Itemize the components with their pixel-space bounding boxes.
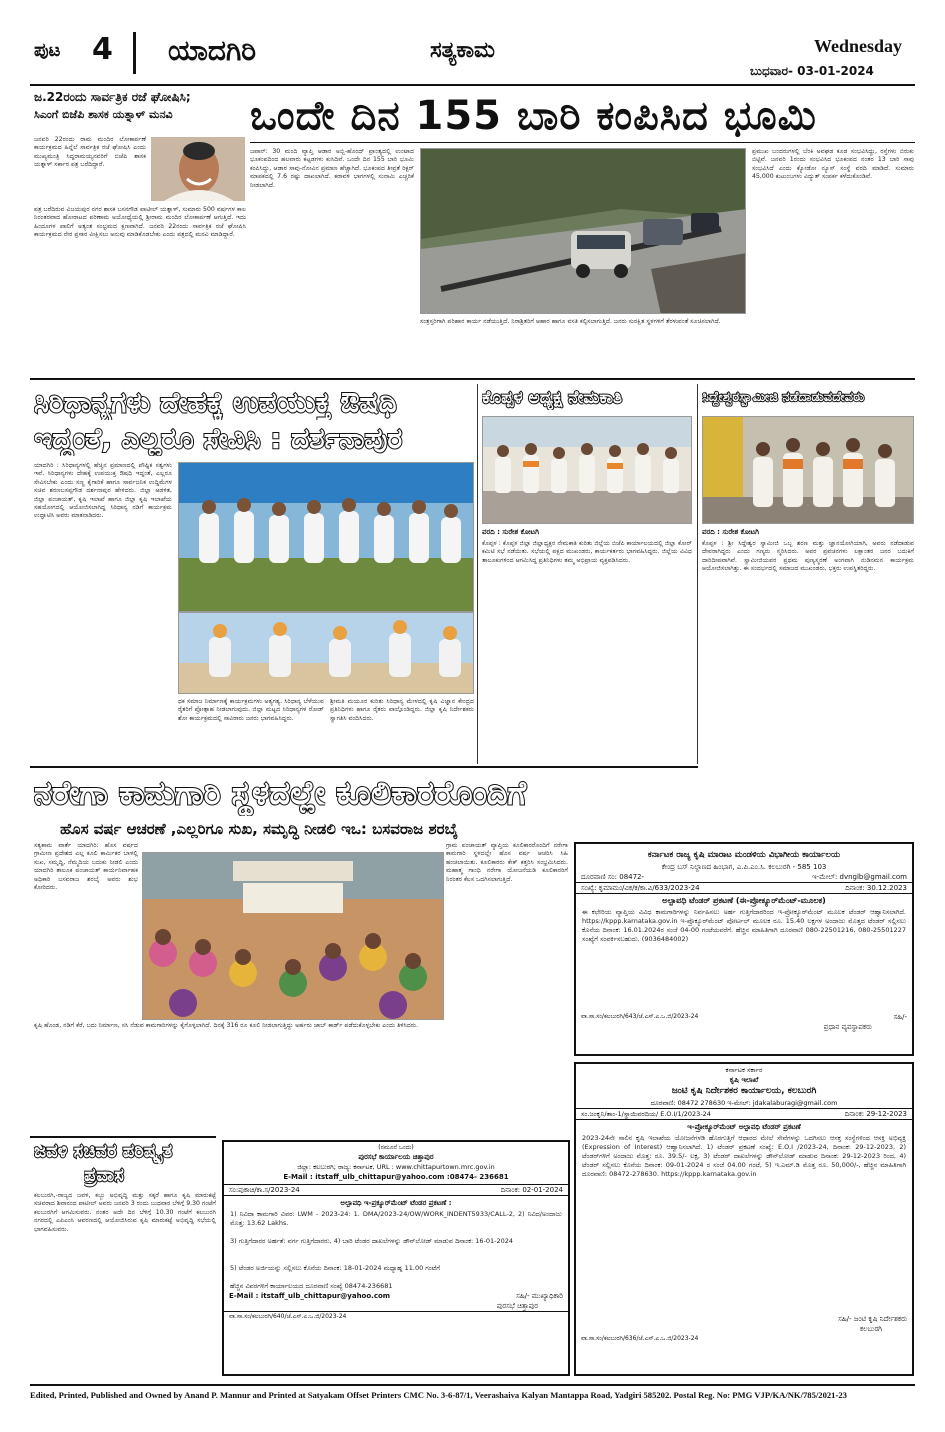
- brief-body: ಪತ್ರ ಬರೆದಿರುವ ವಿಜಯಪುರ ನಗರ ಶಾಸಕ ಬಸನಗೌಡ ಪಾಟೀಲ್ ಯತ್ನಾಳ್, ಸುಮಾರು 500 ವರ್ಷಗಳ ಕಾಲ ನಿರಂತರವಾದ ಹೋರಾಟದ ಪರಿಣಾಮ ಅಯೋಧ್ಯೆಯಲ್ಲಿ ಶ್ರೀರಾಮ ಮಂದಿರ ಲೋಕಾರ್ಪಣೆ ಆಗುತ್ತಿದೆ. ಇದು ಹಿಂದೂಗಳ ಪಾಲಿಗೆ ಅತ್ಯಂತ ಸಂಭ್ರಮದ ಕ್ಷಣವಾಗಿದೆ. ಜನವರಿ 22ರಂದು ಸಾರ್ವತ್ರಿಕ ರಜೆ ಘೋಷಿಸಿ ಕಾರ್ಯಕ್ರಮದ ನೇರ ಪ್ರಸಾರ ವೀಕ್ಷಿಸಲು ಅನುವು ಮಾಡಿಕೊಡಬೇಕು ಎಂದು ಪತ್ರದಲ್ಲಿ ಮನವಿ ಮಾಡಿದ್ದಾರೆ.: [34, 206, 246, 239]
- brief-lead: ಜನವರಿ 22ರಂದು ರಾಮ ಮಂದಿರ ಲೋಕಾರ್ಪಣೆ ಕಾರ್ಯಕ್ರಮದ ಹಿನ್ನೆಲೆ ಸಾರ್ವತ್ರಿಕ ರಜೆ ಘೋಷಿಸಿ ಎಂದು ಮುಖ್ಯಮಂತ್ರಿ ಸಿದ್ದರಾಮಯ್ಯನವರಿಗೆ ಬಿಜೆಪಿ ಶಾಸಕ ಯತ್ನಾಳ್ ಸರ್ಕಾರ ಪತ್ರ ಬರೆದಿದ್ದಾರೆ.: [34, 136, 146, 169]
- siridhanya-headline-2: ಇದ್ದಂತೆ, ಎಲ್ಲರೂ ಸೇವಿಸಿ : ದರ್ಶನಾಪುರ: [34, 422, 403, 455]
- quake-rule: [250, 142, 915, 143]
- koppal-photo: [482, 416, 692, 524]
- apmc-ref-row: [576, 882, 912, 894]
- siridhanya-headline-1: ಸಿರಿಧಾನ್ಯಗಳು ದೇಹಕ್ಕೆ ಉಪಯುಕ್ತ ಔಷಧಿ: [34, 386, 397, 419]
- siddeshwara-body: ಕೊಪ್ಪಳ : ಶ್ರೀ ಸಿದ್ದೇಶ್ವರ ಸ್ವಾಮೀಜಿ ಒಬ್ಬ ಶರಣ ಮತ್ತು ಜ್ಞಾನಯೋಗಿಯಾಗಿ, ಅವರು ನಡೆದಾಡುವ ದೇವರಾಗಿದ್ದರು ಎಂದು ಗಣ್ಯರು ಸ್ಮರಿಸಿದರು. ಅವರ ಪ್ರವಚನಗಳು ಲಕ್ಷಾಂತರ ಜನರ ಬದುಕಿಗೆ ದಾರಿದೀಪವಾಗಿವೆ. ಸ್ವಾಮೀಜಿಯವರ ಪ್ರಥಮ ಪುಣ್ಯಸ್ಮರಣೆ ಅಂಗವಾಗಿ ನುಡಿನಮನ ಕಾರ್ಯಕ್ರಮ ಆಯೋಜಿಸಲಾಗಿತ್ತು. ಈ ಸಂದರ್ಭದಲ್ಲಿ ಸಮಾಜದ ಮುಖಂಡರು, ಭಕ್ತರು ಉಪಸ್ಥಿತರಿದ್ದರು.: [702, 540, 914, 573]
- page-label: ಪುಟ: [34, 40, 61, 61]
- siddeshwara-photo: [702, 416, 914, 524]
- apmc-foot: ವಾ.ಸಾ.ಸಂ/ಕಲಬುರಗಿ/643/ಜೆ.ಎಸ್.ಎ.ಒ.ಜಿ/2023-24: [581, 1013, 699, 1020]
- apmc-body: ಈ ಕಛೇರಿಯ ವ್ಯಾಪ್ತಿಯ ವಿವಿಧ ಕಾಮಗಾರಿಗಳನ್ನು ನಿರ್ವಹಿಸಲು ಅರ್ಹ ಗುತ್ತಿಗೆದಾರರಿಂದ ಇ-ಪ್ರೋಕ್ಯೂರ್‌ಮೆಂಟ್ ಮೂಲಕ ಟೆಂಡರ್ ಆಹ್ವಾನಿಸಲಾಗಿದೆ. https://kppp.karnataka.gov.in ಇ-ಪ್ರೊಕ್ಯೂರ್‌ಮೆಂಟ್ ಪೋರ್ಟಲ್ ಮೂಲಕ ರೂ. 15.40 ಲಕ್ಷಗಳ ಅಂದಾಜು ಮೊತ್ತದ ಟೆಂಡರ್ ಸಲ್ಲಿಸಲು ಕೊನೆಯ ದಿನಾಂಕ: 16.01.2024ರ ಸಂಜೆ 04-00 ಗಂಟೆಯವರೆಗೆ. ಹೆಚ್ಚಿನ ಮಾಹಿತಿಗಾಗಿ ದೂರವಾಣಿ 080-22501216, 080-25501227 ಸಂಖ್ಯೆಗೆ ಸಂಪರ್ಕಿಸಬಹುದು. (9036484002): [582, 908, 906, 943]
- chittapur-date: ದಿನಾಂಕ: 02-01-2024: [500, 1186, 563, 1194]
- quake-photo: [420, 148, 746, 314]
- agri-title: ಇ-ಪ್ರೋಕ್ಯೂರ್‌ಮೆಂಟ್ ಅಲ್ಪಾವಧಿ ಟೆಂಡರ್ ಪ್ರಕಟಣೆ: [687, 1123, 801, 1131]
- agri-office: ಜಂಟಿ ಕೃಷಿ ನಿರ್ದೇಶಕರ ಕಾರ್ಯಾಲಯ, ಕಲಬುರಗಿ: [671, 1086, 817, 1096]
- chittapur-sign-1: ಸಹಿ/- ಮುಖ್ಯಾಧಿಕಾರಿ: [516, 1292, 563, 1300]
- brief-headline-1: ಜ.22ರಂದು ಸಾರ್ವತ್ರಿಕ ರಜೆ ಘೋಷಿಸಿ;: [34, 90, 191, 104]
- agri-body: 2023-24ನೇ ಸಾಲಿನ ಕೃಷಿ ಇಲಾಖೆಯ ಯೋಜನೆಗಳಡಿ ಹೊರಗುತ್ತಿಗೆ ಆಧಾರದ ಮೇಲೆ ಸೇವೆಗಳನ್ನು ಒದಗಿಸಲು ಆಸಕ್ತ ಸಂಸ್ಥೆಗಳಿಂದ ಆಸಕ್ತಿ ಅಭಿವ್ಯಕ್ತಿ (Expression of Interest) ಆಹ್ವಾನಿಸಲಾಗಿದೆ. 1) ಟೆಂಡರ್ ಪ್ರಕಟಣೆ ಸಂಖ್ಯೆ: E.O.I /2023-24, ದಿನಾಂಕ: 29-12-2023, 2) ಟೆಂಡರ್‌ಗಳಿಗೆ ಅಂದಾಜು ಮೊತ್ತ: ರೂ. 39.5/- ಲಕ್ಷ, 3) ಟೆಂಡರ್ ದಾಖಲೆಗಳನ್ನು ಡೌನ್‌ಲೋಡ್ ಮಾಡುವ ದಿನಾಂಕ: 29-12-2023 ರಿಂದ, 4) ಟೆಂಡರ್ ಸಲ್ಲಿಸಲು ಕೊನೆಯ ದಿನಾಂಕ: 09-01-2024 ರ ಸಂಜೆ 04.00 ಗಂಟೆ, 5) ಇ.ಎಮ್.ಡಿ ಮೊತ್ತ ರೂ. 50,000/-, ಹೆಚ್ಚಿನ ಮಾಹಿತಿಗಾಗಿ ದೂರವಾಣಿ: 08472-278630. https://kppp.karnataka.gov.in: [582, 1134, 906, 1178]
- chittapur-line-1: 1) ನಿವಿದಾ ಕಾಮಗಾರಿ ವಿವರ: LWM - 2023-24: 1. DMA/2023-24/OW/WORK_INDENT5933/CALL-2, 2) ನಿವಿದ/ಅಂದಾಜು ಮೊತ್ತ: 13.62 Lakhs.: [230, 1210, 562, 1227]
- apmc-contact: [576, 872, 912, 882]
- siridhanya-photo-2: [178, 612, 474, 694]
- masthead-rule: [30, 84, 915, 86]
- apmc-email: ಇ-ಮೇಲ್: dvnglb@gmail.com: [812, 873, 907, 881]
- narega-body-2: ಗ್ರಾಮ ಪಂಚಾಯತ್ ವ್ಯಾಪ್ತಿಯ ಕೂಲಿಕಾರರೊಂದಿಗೆ ನರೇಗಾ ಕಾಮಗಾರಿ ಸ್ಥಳದಲ್ಲೇ ಹೊಸ ವರ್ಷ ಆಚರಿಸಿ ಸಿಹಿ ಹಂಚಲಾಯಿತು. ಕೂಲಿಕಾರರು ಕೇಕ್ ಕತ್ತರಿಸಿ ಸಂಭ್ರಮಿಸಿದರು. ಮಹಾತ್ಮ ಗಾಂಧಿ ನರೇಗಾ ಯೋಜನೆಯಡಿ ಕೂಲಿಕಾರರಿಗೆ ನಿರಂತರ ಕೆಲಸ ಒದಗಿಸಲಾಗುತ್ತಿದೆ.: [446, 842, 568, 883]
- apmc-sign-2: ಪ್ರಧಾನ ವ್ಯವಸ್ಥಾಪಕರು: [823, 1023, 872, 1031]
- paper-name: ಸತ್ಯಕಾಮ: [430, 38, 495, 63]
- apmc-phone: ದೂರವಾಣಿ ಸಂ: 08472-: [581, 873, 645, 881]
- ad-apmc-tender: [574, 842, 914, 1056]
- quake-headline: ಒಂದೇ ದಿನ 155 ಬಾರಿ ಕಂಪಿಸಿದ ಭೂಮಿ: [250, 93, 817, 139]
- agri-foot: ವಾ.ಸಾ.ಸಂ/ಕಲಬುರಗಿ/636/ಜೆ.ಎಸ್.ಎ.ಒ.ಜಿ/2023-24: [581, 1335, 699, 1342]
- apmc-address: ಕೇಂದ್ರ ಬಸ್ ನಿಲ್ದಾಣದ ಹಿಂಭಾಗ, ಎ.ಪಿ.ಎಂ.ಸಿ. ಕಲಬುರಗಿ - 585 103: [661, 863, 827, 871]
- date-kannada: ಬುಧವಾರ- 03-01-2024: [750, 64, 874, 78]
- chittapur-ref-row: [224, 1184, 568, 1196]
- javali-headline-1: ಜವಳಿ ಸಚಿವರ ಪರಿಷ್ಕೃತ: [34, 1141, 173, 1162]
- chittapur-email-2: E-Mail : itstaff_ulb_chittapur@yahoo.com: [229, 1292, 391, 1300]
- apmc-ref: ಸಂಖ್ಯೆ: ಕೃಮಾಮಂ/ವಿಕ/ಕ/ಕಾ.ವಿ/633/2023-24: [581, 884, 700, 892]
- chittapur-office: ಪುರಸಭೆ ಕಾರ್ಯಾಲಯ ಚಿತ್ತಾಪುರ: [358, 1153, 434, 1161]
- siridhanya-body: ಯಾದಗಿರಿ : ಸಿರಿಧಾನ್ಯಗಳಲ್ಲಿ ಹೆಚ್ಚಿನ ಪ್ರಮಾಣದಲ್ಲಿ ಪೌಷ್ಟಿಕ ಸತ್ವಗಳು ಇವೆ. ಸಿರಿಧಾನ್ಯಗಳು ದೇಹಕ್ಕೆ ಉಪಯುಕ್ತ ಔಷಧಿ ಇದ್ದಂತೆ, ಎಲ್ಲರೂ ಸೇವಿಸಬೇಕು ಎಂದು ಸಣ್ಣ ಕೈಗಾರಿಕೆ ಹಾಗೂ ಸಾರ್ವಜನಿಕ ಉದ್ದಿಮೆಗಳ ಸಚಿವ ಶರಣಬಸಪ್ಪಗೌಡ ದರ್ಶನಾಪುರ ಹೇಳಿದರು. ಜಿಲ್ಲಾ ಆಡಳಿತ, ಜಿಲ್ಲಾ ಪಂಚಾಯತ್, ಕೃಷಿ ಇಲಾಖೆ ಹಾಗೂ ಜಿಲ್ಲಾ ಕೃಷಿ ಇಲಾಖೆಯ ಸಹಯೋಗದಲ್ಲಿ ಆಯೋಜಿಸಲಾಗಿದ್ದ ಸಿರಿಧಾನ್ಯ ನಡಿಗೆ ಕಾರ್ಯಕ್ರಮ ಉದ್ಘಾಟಿಸಿ ಅವರು ಮಾತನಾಡಿದರು.: [34, 462, 172, 520]
- quake-col1: ಜಪಾನ್: 30 ಮಂದಿ ವ್ಯಾಪ್ತಿ ಆಡಾರ ಅಬ್ಬಿ-ಹೊಂದ್ ಪ್ರಾಂತ್ಯದಲ್ಲಿ ಉಂಟಾದ ಭೂಕಂಪದಿಂದ ಹಲವಾರು ಕಟ್ಟಡಗಳು ಕುಸಿದಿವೆ. ಒಂದೇ ದಿನ 155 ಬಾರಿ ಭೂಮಿ ಕಂಪಿಸಿದ್ದು, ಆಡಾರ ಸಾವು-ನೋವಿನ ಪ್ರಮಾಣ ಹೆಚ್ಚಾಗಿದೆ. ಭೂಕಂಪದ ತೀವ್ರತೆ ರಿಕ್ಟರ್ ಮಾಪಕದಲ್ಲಿ 7.6 ರಷ್ಟು ದಾಖಲಾಗಿದೆ. ಕರಾವಳಿ ಭಾಗಗಳಲ್ಲಿ ಸುನಾಮಿ ಎಚ್ಚರಿಕೆ ನೀಡಲಾಗಿದೆ.: [250, 148, 414, 189]
- chittapur-sign-row: [224, 1291, 568, 1301]
- chittapur-title: ಅಲ್ಪಾವಧಿ ಇ-ಪ್ರಕ್ಯೂರ್‌ಮೆಂಟ್ ಟೆಂಡರ ಪ್ರಕಟಣೆ :: [340, 1199, 452, 1207]
- narega-headline: ನರೇಗಾ ಕಾಮಗಾರಿ ಸ್ಥಳದಲ್ಲೇ ಕೂಲಿಕಾರರೊಂದಿಗೆ: [34, 774, 527, 812]
- apmc-sign-1: ಸಹಿ/-: [893, 1013, 907, 1021]
- apmc-office: ಕರ್ನಾಟಕ ರಾಜ್ಯ ಕೃಷಿ ಮಾರಾಟ ಮಂಡಳಿಯ ವಿಭಾಗೀಯ ಕಾರ್ಯಾಲಯ: [647, 850, 841, 860]
- agri-sign-1: ಸಹಿ/- ಜಂಟಿ ಕೃಷಿ ನಿರ್ದೇಶಕರು: [838, 1315, 907, 1323]
- apmc-title: ಅಲ್ಪಾವಧಿ ಟೆಂಡರ್ ಪ್ರಕಟಣೆ (ಈ-ಪ್ರೋಕ್ಯೂರ್‌ಮೆಂಟ್-ಮೂಲಕ): [662, 896, 826, 905]
- chittapur-email: E-Mail : itstaff_ulb_chittapur@yahoo.com :08474- 236681: [283, 1173, 509, 1181]
- chittapur-ref: ಸಂ:ಪುಕಾಚಿ/ಕಾ.ಸ/2023-24: [229, 1186, 300, 1194]
- narega-photo: [142, 852, 444, 1020]
- column-divider-2: [697, 384, 698, 764]
- masthead-divider: [133, 32, 136, 74]
- brief-headline-2: ಸಿಎಂಗೆ ಬಿಜೆಪಿ ಶಾಸಕ ಯತ್ನಾಳ್ ಮನವಿ: [34, 108, 173, 121]
- page-number: 4: [92, 32, 113, 67]
- ad-chittapur-tender: [222, 1140, 570, 1376]
- agri-contact: ದೂರವಾಣಿ: 08472 278630 ಇ-ಮೇಲ್: jdakalaburagi@gmail.com: [650, 1099, 838, 1107]
- apmc-date: ದಿನಾಂಕ: 30.12.2023: [845, 884, 907, 892]
- chittapur-sign-2: ಪುರಸಭೆ ಚಿತ್ತಾಪುರ: [496, 1302, 538, 1310]
- koppal-caption: ವರದಿ : ಸುರೇಶ ಕೋಟಗಿ: [482, 528, 539, 536]
- agri-govt: ಕರ್ನಾಟಕ ಸರ್ಕಾರ: [725, 1066, 763, 1074]
- section-rule-1: [30, 378, 915, 380]
- agri-ref-row: [576, 1108, 912, 1120]
- koppal-body: ಕೊಪ್ಪಳ : ಕೊಪ್ಪಳ ಜಿಲ್ಲಾ ಜಿಲ್ಲಾಧ್ಯಕ್ಷರ ನೇಮಕಾತಿ ಕುರಿತು ಜಿಲ್ಲೆಯ ಬಿಜೆಪಿ ಕಾರ್ಯಾಲಯದಲ್ಲಿ ಜಿಲ್ಲಾ ಕೋರ್ ಕಮಿಟಿ ಸಭೆ ನಡೆಯಿತು. ಸಭೆಯಲ್ಲಿ ಪಕ್ಷದ ಮುಖಂಡರು, ಕಾರ್ಯಕರ್ತರು ಭಾಗವಹಿಸಿದ್ದರು. ಜಿಲ್ಲೆಯ ವಿವಿಧ ತಾಲೂಕುಗಳಿಂದ ಆಗಮಿಸಿದ್ದ ಪ್ರತಿನಿಧಿಗಳು ತಮ್ಮ ಅಭಿಪ್ರಾಯ ವ್ಯಕ್ತಪಡಿಸಿದರು.: [482, 540, 692, 564]
- section-rule-3: [30, 1136, 216, 1138]
- koppal-headline: ಕೊಪ್ಪಳ ಅಧ್ಯಕ್ಷ ನೇಮಕಾತಿ: [482, 388, 623, 408]
- section-rule-2: [30, 766, 698, 768]
- ad-agriculture-tender: [574, 1062, 914, 1376]
- chittapur-top: (ನಮೂನೆ ಒಂದು): [378, 1144, 414, 1151]
- agri-date: ದಿನಾಂಕ: 29-12-2023: [844, 1110, 907, 1118]
- city-name: ಯಾದಗಿರಿ: [168, 34, 257, 67]
- javali-headline-2: ಪ್ರವಾಸ: [84, 1165, 124, 1186]
- siridhanya-body-2: ಧಕ ಸಮಾಜ ನಿರ್ಮಾಣಕ್ಕೆ ಕಾರ್ಯಕ್ರಮಗಳು ಅತ್ಯಗತ್ಯ. ಸಿರಿಧಾನ್ಯ ಬೆಳೆಯುವ ರೈತರಿಗೆ ಪ್ರೋತ್ಸಾಹ ನೀಡಲಾಗುವುದು. ಜಿಲ್ಲಾ ಮಟ್ಟದ ಸಿರಿಧಾನ್ಯಗಳ ರೋಡ್ ಶೋ ಕಾರ್ಯಕ್ರಮದಲ್ಲಿ ಸಾವಿರಾರು ಜನರು ಭಾಗವಹಿಸಿದ್ದರು.: [178, 698, 324, 722]
- footer-rule: [30, 1384, 915, 1386]
- siridhanya-photo-1: [178, 462, 474, 612]
- narega-subheadline: ಹೊಸ ವರ್ಷ ಆಚರಣೆ ,ಎಲ್ಲರಿಗೂ ಸುಖ, ಸಮೃದ್ಧಿ ನೀಡಲಿ ಇಒ: ಬಸವರಾಜ ಶರಬೈ: [60, 820, 458, 838]
- chittapur-address: ಜಿಲ್ಲಾ: ಕಲಬುರಗಿ; ರಾಜ್ಯ: ಕರ್ನಾಟಕ, URL : www.chittapurtown.mrc.gov.in: [297, 1163, 495, 1171]
- chittapur-line-2: 3) ಗುತ್ತಿಗೆದಾರರ ಅರ್ಹತೆ: ವರ್ಗ ಗುತ್ತಿಗೆದಾರರು, 4) ಬಾರಿ ಟೆಂಡರ ದಾಖಲೆಗಳನ್ನು ಡೌನ್‌ಲೋಡ್ ಮಾಡುವ ದಿನಾಂಕ: 16-01-2024: [230, 1237, 514, 1245]
- siddeshwara-caption: ವರದಿ : ಸುರೇಶ ಕೋಟಗಿ: [702, 528, 759, 536]
- agri-sign-2: ಕಲಬುರಗಿ: [859, 1325, 882, 1333]
- chittapur-foot: ವಾ.ಸಾ.ಸಂ/ಕಲಬುರಗಿ/640/ಜೆ.ಎಸ್.ಎ.ಒ.ಜಿ/2023-24: [224, 1311, 568, 1322]
- apmc-footer-row: [576, 1012, 912, 1022]
- siridhanya-body-3: ಶ್ರೀಮತಿ ಮಯೂರ ಕುರಿತು ಸಿರಿಧಾನ್ಯ ಮೇಳದಲ್ಲಿ ಕೃಷಿ ವಿಜ್ಞಾನ ಕೇಂದ್ರದ ಪ್ರತಿನಿಧಿಗಳು ಹಾಗೂ ರೈತರು ಪಾಲ್ಗೊಂಡಿದ್ದರು. ಜಿಲ್ಲಾ ಕೃಷಿ ನಿರ್ದೇಶಕರು ಸ್ವಾಗತಿಸಿ ವಂದಿಸಿದರು.: [330, 698, 474, 722]
- footer-imprint: Edited, Printed, Published and Owned by Anand P. Mannur and Printed at Satyakam Offset Printers CMC No. 3-6-87/1, Veerashaiva Kalyan Mantappa Road, Yadgiri 585202. Postal Reg. No: PMG VJP/KA/NK/785/2021-23: [30, 1390, 847, 1400]
- siddeshwara-headline: ಸಿದ್ದೇಶ್ವರಸ್ವಾಮೀಜಿ ನಡೆದಾಡುವದೇವರು: [702, 390, 865, 405]
- chittapur-line-4: ಹೆಚ್ಚಿನ ವಿವರಗಳಿಗೆ ಕಾರ್ಯಾಲಯದ ದೂರವಾಣಿ ಸಂಖ್ಯೆ 08474-236681: [230, 1282, 393, 1290]
- agri-ref: ಸಂ.ಜಂಕೃನಿ/ತಾಂ-1/ಸ್ಥಾಯಿವರದಿಯ/ E.O.I/1/2023-24: [581, 1110, 711, 1118]
- quake-col3: ಪ್ರಮುಖ ಬಂದರುಗಳಲ್ಲಿ ಬೆಂಕಿ ಅವಘಡ ಕೂಡ ಸಂಭವಿಸಿದ್ದು, ರಸ್ತೆಗಳು ಬಿರುಕು ಬಿಟ್ಟಿವೆ. ಜನವರಿ 1ರಂದು ಸಂಭವಿಸಿದ ಭೂಕಂಪದ ನಂತರ 13 ಬಾರಿ ಸಾವು ಸಂಭವಿಸಿದೆ ಎಂದು ಕ್ಯೋಡೋ ನ್ಯೂಸ್ ಸಂಸ್ಥೆ ವರದಿ ಮಾಡಿದೆ. ಸುಮಾರು 45,000 ಕುಟುಂಬಗಳು ವಿದ್ಯುತ್ ಸಂಪರ್ಕ ಕಳೆದುಕೊಂಡಿವೆ.: [752, 148, 914, 181]
- agri-dept: ಕೃಷಿ ಇಲಾಖೆ: [729, 1076, 759, 1084]
- narega-body-3: ಕೃಷಿ ಹೊಂಡ, ನಡಿಗೆ ಕೆರೆ, ಬದು ನಿರ್ಮಾಣ, ಸಸಿ ನೆಡುವ ಕಾಮಗಾರಿಗಳನ್ನು ಕೈಗೊಳ್ಳಲಾಗಿದೆ. ದಿನಕ್ಕೆ 316 ರೂ ಕೂಲಿ ನೀಡಲಾಗುತ್ತಿದ್ದು ಅರ್ಹರು ಜಾಬ್ ಕಾರ್ಡ್ ಪಡೆದುಕೊಳ್ಳಬೇಕು ಎಂದು ತಿಳಿಸಿದರು.: [34, 1022, 419, 1029]
- column-divider-1: [477, 384, 478, 764]
- chittapur-line-3: 5) ಟೆಂಡರ ಅರ್ಜಿಯನ್ನು ಸಲ್ಲಿಸಲು ಕೊನೆಯ ದಿನಾಂಕ: 18-01-2024 ಮಧ್ಯಾಹ್ನ 11.00 ಗಂಟೆಗೆ: [230, 1264, 440, 1272]
- javali-body: ಕಲಬುರಗಿ,-ರಾಜ್ಯದ ಜವಳಿ, ಕಬ್ಬು ಅಭಿವೃದ್ಧಿ ಮತ್ತು ಸಕ್ಕರೆ ಹಾಗೂ ಕೃಷಿ ಮಾರುಕಟ್ಟೆ ಸಚಿವರಾದ ಶಿವಾನಂದ ಪಾಟೀಲ್ ಅವರು ಜನವರಿ 3 ರಂದು ಬುಧವಾರ ಬೆಳಿಗ್ಗೆ 9.30 ಗಂಟೆಗೆ ಕಲಬುರಗಿಗೆ ಆಗಮಿಸುವರು. ನಂತರ ಅದೇ ದಿನ ಬೆಳಿಗ್ಗೆ 10.30 ಗಂಟೆಗೆ ಕಲಬುರಗಿ ನಗರದಲ್ಲಿ ಎಪಿಎಂಸಿ ಆವರಣದಲ್ಲಿ ಆಯೋಜಿಸಿರುವ ಕೃಷಿ ಮಾರುಕಟ್ಟೆ ಅಭಿವೃದ್ಧಿ ಸಭೆಯಲ್ಲಿ ಭಾಗವಹಿಸುವರು.: [34, 1192, 216, 1233]
- day-english: Wednesday: [814, 36, 903, 56]
- narega-body: ಸತ್ಯಕಾಮ ವಾರ್ತೆ ಯಾದಗಿರಿ: ಹೊಸ ವರ್ಷದ ಗ್ರಾಮೀಣ ಪ್ರದೇಶದ ಎಲ್ಲ ಕೂಲಿ ಕಾರ್ಮಿಕರ ಬಾಳಲ್ಲಿ ಸುಖ, ಸಮೃದ್ಧಿ, ನೆಮ್ಮದಿಯ ಬದುಕು ನೀಡಲಿ ಎಂದು ಯಾದಗಿರಿ ತಾಲೂಕ ಪಂಚಾಯತ್ ಕಾರ್ಯನಿರ್ವಾಹಕ ಅಧಿಕಾರಿ ಬಸವರಾಜ ಶರಬೈ ಅವರು ಶುಭ ಕೋರಿದರು.: [34, 842, 138, 892]
- quake-col2: ಸಂತ್ರಸ್ತರಿಗಾಗಿ ಪರಿಹಾರ ಕಾರ್ಯ ನಡೆಯುತ್ತಿದೆ. ನಿರಾಶ್ರಿತರಿಗೆ ಆಹಾರ ಹಾಗೂ ವಸತಿ ಕಲ್ಪಿಸಲಾಗುತ್ತಿದೆ. ಜನರು ಸುರಕ್ಷಿತ ಸ್ಥಳಗಳಿಗೆ ತೆರಳುವಂತೆ ಸೂಚಿಸಲಾಗಿದೆ.: [420, 318, 721, 325]
- yatnal-photo: [150, 136, 246, 202]
